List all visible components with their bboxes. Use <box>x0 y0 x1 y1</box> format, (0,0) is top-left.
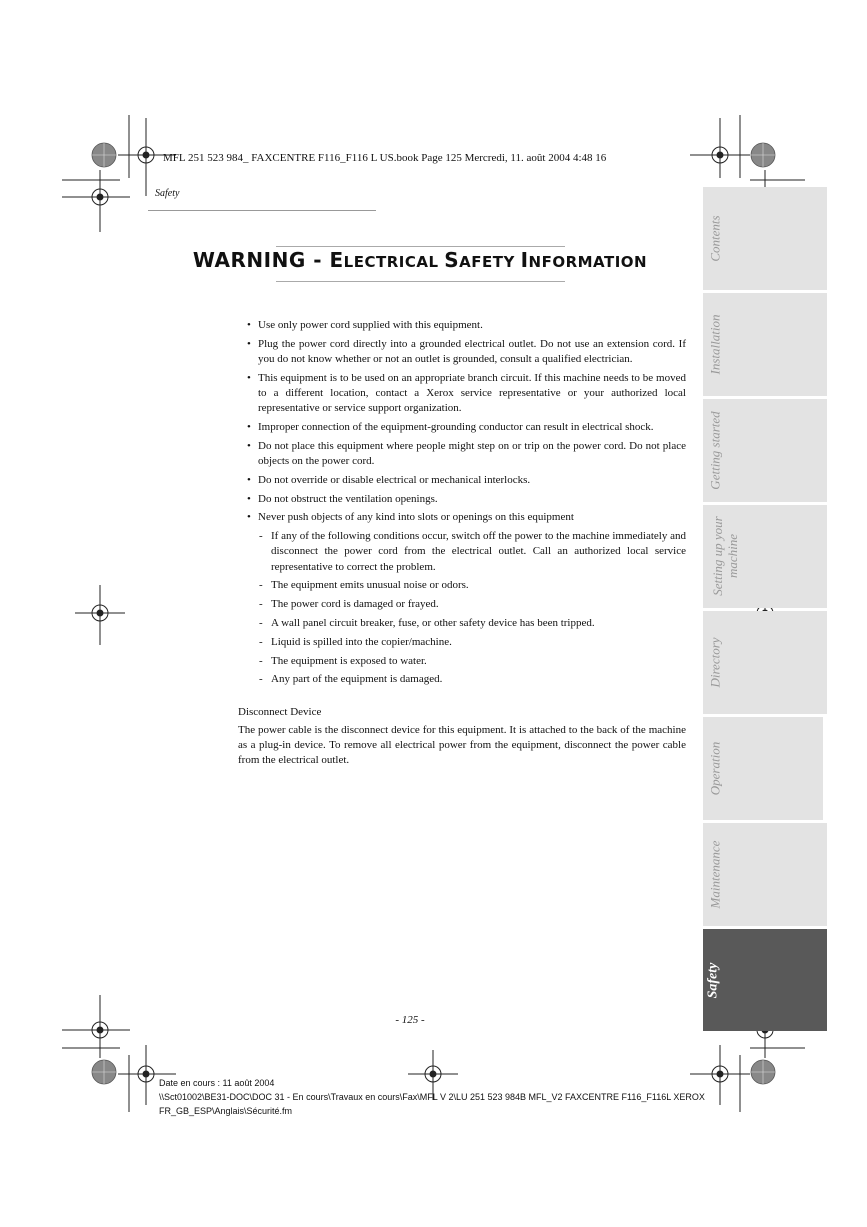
tab-label: Directory <box>707 637 723 688</box>
sub-list-item: - Liquid is spilled into the copier/machine. <box>238 635 686 650</box>
title-rule-top <box>276 246 565 247</box>
header-rule <box>148 210 376 211</box>
tab-maintenance[interactable] <box>703 823 827 926</box>
page-title: WARNING - ELECTRICAL SAFETY INFORMATION <box>192 248 648 272</box>
tab-label: Contents <box>707 215 723 262</box>
safety-bullet-list <box>238 318 686 526</box>
tab-label: Installation <box>707 314 723 375</box>
tab-installation[interactable] <box>703 293 827 396</box>
running-head: Safety <box>155 188 180 199</box>
sub-list-item: - If any of the following conditions occur, switch off the power to the machine immediately and disconnect the power cord from the electrical outlet. Call an authorized local service representative to correct the problem. <box>238 529 686 575</box>
file-footer <box>159 1076 705 1118</box>
list-item: • This equipment is to be used on an appropriate branch circuit. If this machine needs to be moved to a different location, contact a Xerox service representative or your authorized local representative or service support organization. <box>238 371 686 417</box>
footer-file: FR_GB_ESP\Anglais\Sécurité.fm <box>159 1106 293 1116</box>
tab-label: Maintenance <box>707 840 723 909</box>
tab-operation[interactable] <box>703 717 823 820</box>
sub-list-item: - A wall panel circuit breaker, fuse, or other safety device has been tripped. <box>238 616 686 631</box>
main-content <box>238 318 686 768</box>
footer-date: Date en cours : 11 août 2004 <box>159 1078 275 1088</box>
condition-sublist <box>238 529 686 687</box>
sub-list-item: - The power cord is damaged or frayed. <box>238 597 686 612</box>
tab-safety[interactable] <box>703 929 827 1031</box>
sub-list-item: - Any part of the equipment is damaged. <box>238 672 686 687</box>
title-rule-bottom <box>276 281 565 282</box>
chapter-tabs <box>703 187 828 1031</box>
list-item: • Plug the power cord directly into a grounded electrical outlet. Do not use an extension cord. If you do not know whether or not an outlet is grounded, consult a qualified electrician. <box>238 337 686 367</box>
tab-getting-started[interactable] <box>703 399 827 502</box>
list-item: • Do not obstruct the ventilation openings. <box>238 492 686 507</box>
disconnect-device-section <box>238 705 686 769</box>
list-item: • Use only power cord supplied with this equipment. <box>238 318 686 333</box>
section-title: Disconnect Device <box>238 705 322 718</box>
tab-label: Setting up your machine <box>710 516 740 596</box>
page-number: - 125 - <box>395 1014 425 1026</box>
tab-contents[interactable] <box>703 187 827 290</box>
tab-setting-up[interactable] <box>703 505 827 608</box>
list-item: • Do not override or disable electrical or mechanical interlocks. <box>238 473 686 488</box>
sub-list-item: - The equipment emits unusual noise or odors. <box>238 578 686 593</box>
footer-path: \\Sct01002\BE31-DOC\DOC 31 - En cours\Travaux en cours\Fax\MFL V 2\LU 251 523 984B MFL_V2 FAXCENTRE F116_F116L XEROX <box>159 1092 705 1102</box>
sub-list-item: - The equipment is exposed to water. <box>238 654 686 669</box>
section-paragraph: The power cable is the disconnect device for this equipment. It is attached to the back of the machine as a plug-in device. To remove all electrical power from the equipment, disconnect the power cable from the electrical outlet. <box>238 723 686 767</box>
tab-label: Getting started <box>707 411 723 490</box>
list-item: • Improper connection of the equipment-grounding conductor can result in electrical shock. <box>238 420 686 435</box>
tab-label: Safety <box>705 962 721 999</box>
list-item: • Never push objects of any kind into slots or openings on this equipment <box>238 510 686 525</box>
tab-directory[interactable] <box>703 611 827 714</box>
list-item: • Do not place this equipment where people might step on or trip on the power cord. Do not place objects on the power cord. <box>238 439 686 469</box>
tab-label: Operation <box>707 741 723 796</box>
book-header-line: MFL 251 523 984_ FAXCENTRE F116_F116 L US.book Page 125 Mercredi, 11. août 2004 4:48 16 <box>163 152 607 164</box>
